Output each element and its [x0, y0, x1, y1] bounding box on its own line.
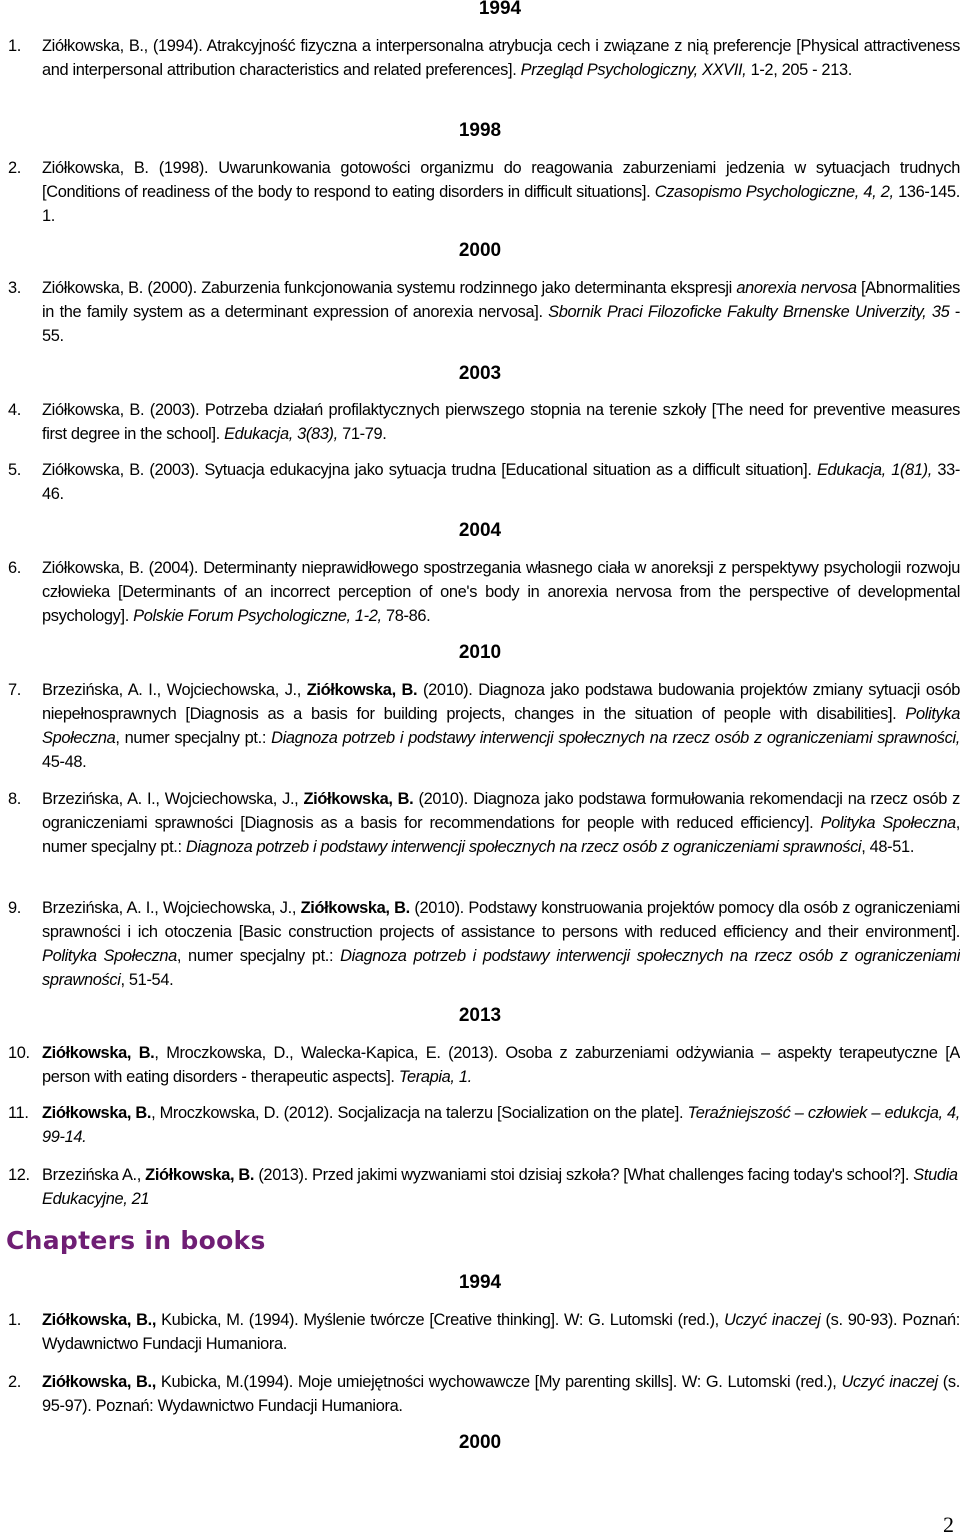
- article-entry-9: [8, 896, 960, 992]
- journal-title: Edukacja, 3(83),: [224, 425, 338, 443]
- entry-text: Ziółkowska, B., Kubicka, M.(1994). Moje umiejętności wychowawcze [My parenting skills]. W: G. Lutomski (red.), Uczyć inaczej (s. 95-97). Poznań: Wydawnictwo Fundacji Humaniora.: [42, 1373, 960, 1415]
- book-title: Uczyć inaczej: [723, 1311, 821, 1329]
- entry-number: 5.: [8, 461, 21, 479]
- entry-text: Ziółkowska, B., Mroczkowska, D. (2012). Socjalizacja na talerzu [Socialization on the plate]. Teraźniejszość – człowiek – edukcja, 4, 99-14.: [42, 1104, 960, 1146]
- entry-number: 9.: [8, 899, 21, 917]
- article-entry-3: [8, 276, 960, 348]
- year-heading-2010: 2010: [458, 642, 502, 663]
- entry-text: Ziółkowska, B., Kubicka, M. (1994). Myślenie twórcze [Creative thinking]. W: G. Lutomski (red.), Uczyć inaczej (s. 90-93). Poznań: Wydawnictwo Fundacji Humaniora.: [42, 1311, 960, 1353]
- entry-number: 3.: [8, 279, 21, 297]
- year-heading-1994: 1994: [478, 0, 522, 19]
- year-heading-2000: 2000: [458, 240, 502, 261]
- journal-title: Czasopismo Psychologiczne, 4, 2,: [654, 183, 894, 201]
- journal-title: Teraźniejszość – człowiek – edukcja, 4, 99-14.: [42, 1104, 960, 1146]
- journal-title: Polskie Forum Psychologiczne, 1-2,: [133, 607, 382, 625]
- chapters-year-heading-1994: 1994: [458, 1272, 502, 1293]
- journal-title: Sbornik Praci Filozoficke Fakulty Brnenske Univerzity, 35: [548, 303, 950, 321]
- year-heading-2013: 2013: [458, 1005, 502, 1026]
- entry-text: Brzezińska, A. I., Wojciechowska, J., Ziółkowska, B. (2010). Diagnoza jako podstawa budowania projektów zmiany sytuacji osób niepełnosprawnych [Diagnosis as a basis for building projects, changes in the situation of people with disabilities]. Polityka Społeczna, numer specjalny pt.: Diagnoza potrzeb i podstawy interwencji społecznych na rzecz osób z ograniczeniami sprawności, 45-48.: [42, 681, 960, 771]
- entry-text: Ziółkowska, B., Mroczkowska, D., Walecka-Kapica, E. (2013). Osoba z zaburzeniami odżywiania – aspekty terapeutyczne [A person with eating disorders - therapeutic aspects]. Terapia, 1.: [42, 1044, 960, 1086]
- year-heading-1998: 1998: [458, 120, 502, 141]
- year-heading-2003: 2003: [458, 363, 502, 384]
- journal-title: Polityka Społeczna: [42, 947, 177, 965]
- article-entry-7: [8, 678, 960, 774]
- journal-title: Przegląd Psychologiczny, XXVII,: [520, 61, 747, 79]
- entry-text: Ziółkowska, B. (2003). Potrzeba działań profilaktycznych pierwszego stopnia na terenie szkoły [The need for preventive measures first degree in the school]. Edukacja, 3(83), 71-79.: [42, 401, 960, 443]
- entry-number: 10.: [8, 1044, 30, 1062]
- journal-title: Polityka Społeczna: [42, 705, 960, 747]
- entry-text: Brzezińska A., Ziółkowska, B. (2013). Przed jakimi wyzwaniami stoi dzisiaj szkoła? [What challenges facing today's school?]. Studia Edukacyjne, 21: [42, 1166, 958, 1208]
- entry-text: Ziółkowska, B. (2004). Determinanty nieprawidłowego spostrzegania własnego ciała w anoreksji z perspektywy psychologii rozwoju człowieka [Determinants of an incorrect perception of one's body in anorexia nervosa from the perspective of developmental psychology]. Polskie Forum Psychologiczne, 1-2, 78-86.: [42, 559, 960, 625]
- entry-number: 12.: [8, 1166, 30, 1184]
- entry-text: Ziółkowska, B. (1998). Uwarunkowania gotowości organizmu do reagowania zaburzeniami jedzenia w sytuacjach trudnych [Conditions of readiness of the body to respond to eating disorders in difficult situations]. Czasopismo Psychologiczne, 4, 2, 136-145. 1.: [42, 159, 960, 225]
- article-entry-10: [8, 1041, 960, 1089]
- entry-text: Brzezińska, A. I., Wojciechowska, J., Ziółkowska, B. (2010). Diagnoza jako podstawa formułowania rekomendacji na rzecz osób z ograniczeniami sprawności [Diagnosis as a basis for recommendations for people with reduced efficiency]. Polityka Społeczna, numer specjalny pt.: Diagnoza potrzeb i podstawy interwencji społecznych na rzecz osób z ograniczeniami sprawności, 48-51.: [42, 790, 960, 856]
- entry-number: 4.: [8, 401, 21, 419]
- entry-text: Ziółkowska, B. (2000). Zaburzenia funkcjonowania systemu rodzinnego jako determinanta ekspresji anorexia nervosa [Abnormalities in the family system as a determinant expression of anorexia nervosa]. Sbornik Praci Filozoficke Fakulty Brnenske Univerzity, 35 - 55.: [42, 279, 960, 345]
- article-entry-11: [8, 1101, 960, 1149]
- entry-number: 8.: [8, 790, 21, 808]
- chapter-entry-2: [8, 1370, 960, 1418]
- article-entry-8: [8, 787, 960, 859]
- entry-text: Ziółkowska, B., (1994). Atrakcyjność fizyczna a interpersonalna atrybucja cech i związane z nią preferencje [Physical attractiveness and interpersonal attribution characteristics and related preferences]. Przegląd Psychologiczny, XXVII, 1-2, 205 - 213.: [42, 37, 960, 79]
- year-heading-2004: 2004: [458, 520, 502, 541]
- chapter-entry-1: [8, 1308, 960, 1356]
- entry-number: 2.: [8, 159, 21, 177]
- journal-title: Edukacja, 1(81),: [816, 461, 932, 479]
- article-entry-2: [8, 156, 960, 228]
- article-entry-5: [8, 458, 960, 506]
- entry-number: 1.: [8, 37, 21, 55]
- article-entry-12: [8, 1163, 960, 1211]
- chapters-section-heading: Chapters in books: [6, 1226, 266, 1255]
- journal-title: Studia Edukacyjne, 21: [42, 1166, 958, 1208]
- page-number: 2: [943, 1512, 954, 1537]
- article-entry-6: [8, 556, 960, 628]
- article-entry-1: [8, 34, 960, 82]
- entry-number: 1.: [8, 1311, 21, 1329]
- entry-number: 2.: [8, 1373, 21, 1391]
- entry-number: 11.: [8, 1104, 29, 1122]
- entry-text: Ziółkowska, B. (2003). Sytuacja edukacyjna jako sytuacja trudna [Educational situation as a difficult situation]. Edukacja, 1(81), 33-46.: [42, 461, 960, 503]
- entry-number: 7.: [8, 681, 21, 699]
- entry-number: 6.: [8, 559, 21, 577]
- article-entry-4: [8, 398, 960, 446]
- journal-title: Polityka Społeczna: [820, 814, 956, 832]
- chapters-year-heading-2000: 2000: [458, 1432, 502, 1453]
- book-title: Uczyć inaczej: [841, 1373, 938, 1391]
- entry-text: Brzezińska, A. I., Wojciechowska, J., Ziółkowska, B. (2010). Podstawy konstruowania projektów pomocy dla osób z ograniczeniami sprawności i ich otoczenia [Basic construction projects of assistance to persons with reduced efficiency and their environment]. Polityka Społeczna, numer specjalny pt.: Diagnoza potrzeb i podstawy interwencji społecznych na rzecz osób z ograniczeniami sprawności, 51-54.: [42, 899, 960, 989]
- journal-title: Terapia, 1.: [398, 1068, 472, 1086]
